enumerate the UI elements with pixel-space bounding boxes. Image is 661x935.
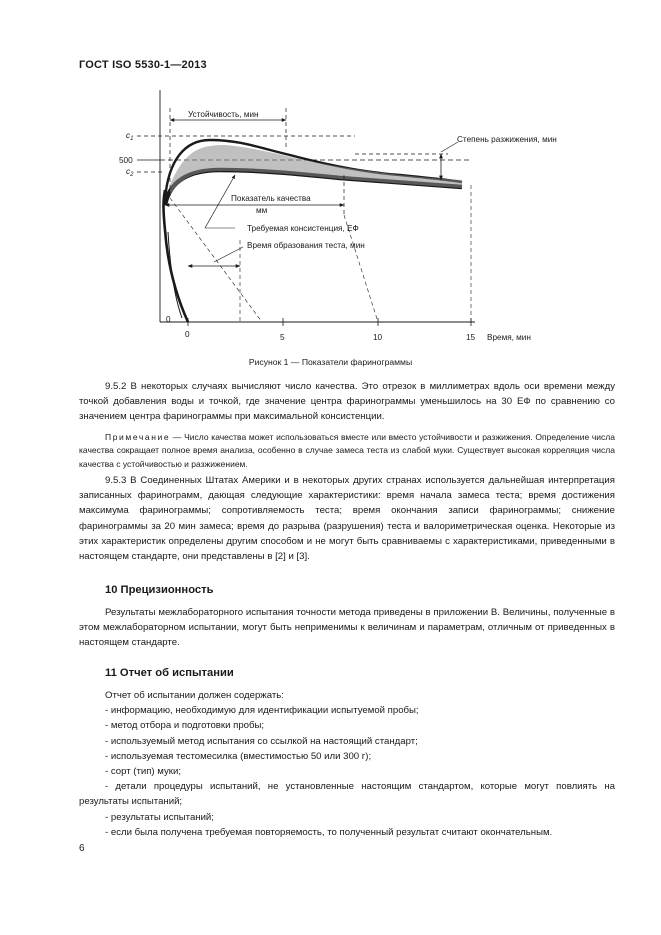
section-11-title: 11 Отчет об испытании — [105, 667, 234, 679]
list-item: - результаты испытаний; — [105, 811, 214, 823]
page-number: 6 — [79, 843, 85, 854]
consistency-label: Требуемая консистенция, ЕФ — [247, 224, 359, 233]
farinogram-figure — [0, 0, 661, 360]
list-item: - сорт (тип) муки; — [105, 766, 182, 778]
document-header: ГОСТ ISO 5530-1—2013 — [79, 59, 207, 71]
level-500-label: 500 — [119, 156, 133, 165]
y-zero-label: 0 — [166, 315, 171, 324]
farinogram-band — [170, 145, 462, 195]
note-label: Примечание — [105, 432, 171, 442]
section-10-title: 10 Прецизионность — [105, 584, 214, 596]
x-axis-title: Время, мин — [487, 333, 531, 342]
quality-label-line1: Показатель качества — [231, 194, 311, 203]
x-tick-label-15: 15 — [466, 333, 476, 342]
section-11-intro: Отчет об испытании должен содержать: — [105, 690, 284, 701]
quality-label-line2: мм — [256, 206, 268, 215]
list-item: - если была получена требуемая повторяемость, то полученный результат считают окончательным. — [105, 826, 553, 838]
list-item: - используемый метод испытания со ссылкой на настоящий стандарт; — [105, 735, 418, 747]
c1-label: $c_1$ — [126, 131, 134, 142]
c2-label: $c_2$ — [126, 167, 134, 178]
farinogram-rise-curve — [164, 190, 189, 322]
list-item: - используемая тестомесилка (вместимостью 50 или 300 г); — [105, 750, 372, 762]
guide-dashed-3 — [344, 215, 378, 322]
softening-label: Степень разжижения, мин — [457, 135, 557, 144]
section-10-body — [79, 605, 615, 651]
softening-leader — [441, 142, 458, 152]
note-block — [79, 431, 615, 471]
development-label: Время образования теста, мин — [247, 241, 365, 250]
guide-dashed-1 — [170, 198, 262, 322]
paragraph-9-5-2-text: 9.5.2 В некоторых случаях вычисляют число качества. Это отрезок в миллиметрах вдоль оси времени между точкой добавления воды и точкой, где значение центра фаринограммы уменьшилось на 30 ЕФ по сравнению со значением центра фаринограммы при максимальной консистенции. — [79, 381, 615, 423]
section-11-body — [79, 688, 615, 840]
paragraph-9-5-2 — [79, 379, 615, 425]
section-10-text: Результаты межлабораторного испытания точности метода приведены в приложении В. Величины, полученные в этом межлабораторном испытании, могут быть неприменимы к величинам и параметрам, отличным от приведенных в настоящем стандарте. — [79, 607, 615, 649]
paragraph-9-5-3-text: 9.5.3 В Соединенных Штатах Америки и в некоторых других странах используется дальнейшая интерпретация записанных фаринограмм, дающая следующие характеристики: время начала замеса теста; время достижения максимума фаринограммы; сопротивляемость теста; время окончания записи фаринограммы; снижение фаринограммы за 20 мин замеса; время до разрыва (разрушения) теста и валориметрическая оценка. Некоторые из этих характеристик определены другим способом и не могут быть сравниваемы с характеристиками, приведенными в настоящем стандарте, они представлены в [2] и [3]. — [79, 475, 615, 563]
note-text: — Число качества может использоваться вместе или вместо устойчивости и разжижения. Определение числа качества сокращает полное время анализа, особенно в случае замеса теста из слабой муки. Существует высокая корреляция числа качества с устойчивостью и разжижением. — [79, 432, 615, 469]
x-tick-label-5: 5 — [280, 333, 285, 342]
list-item: - детали процедуры испытаний, не установленные настоящим стандартом, которые могут повлиять на результаты испытаний; — [79, 781, 615, 808]
figure-caption: Рисунок 1 — Показатели фаринограммы — [248, 357, 413, 367]
x-tick-label-10: 10 — [373, 333, 383, 342]
x-tick-label-0: 0 — [185, 330, 190, 339]
development-leader — [214, 247, 243, 262]
stability-label: Устойчивость, мин — [188, 110, 259, 119]
list-item: - метод отбора и подготовки пробы; — [105, 720, 265, 732]
list-item: - информацию, необходимую для идентификации испытуемой пробы; — [105, 705, 419, 717]
paragraph-9-5-3 — [79, 473, 615, 564]
